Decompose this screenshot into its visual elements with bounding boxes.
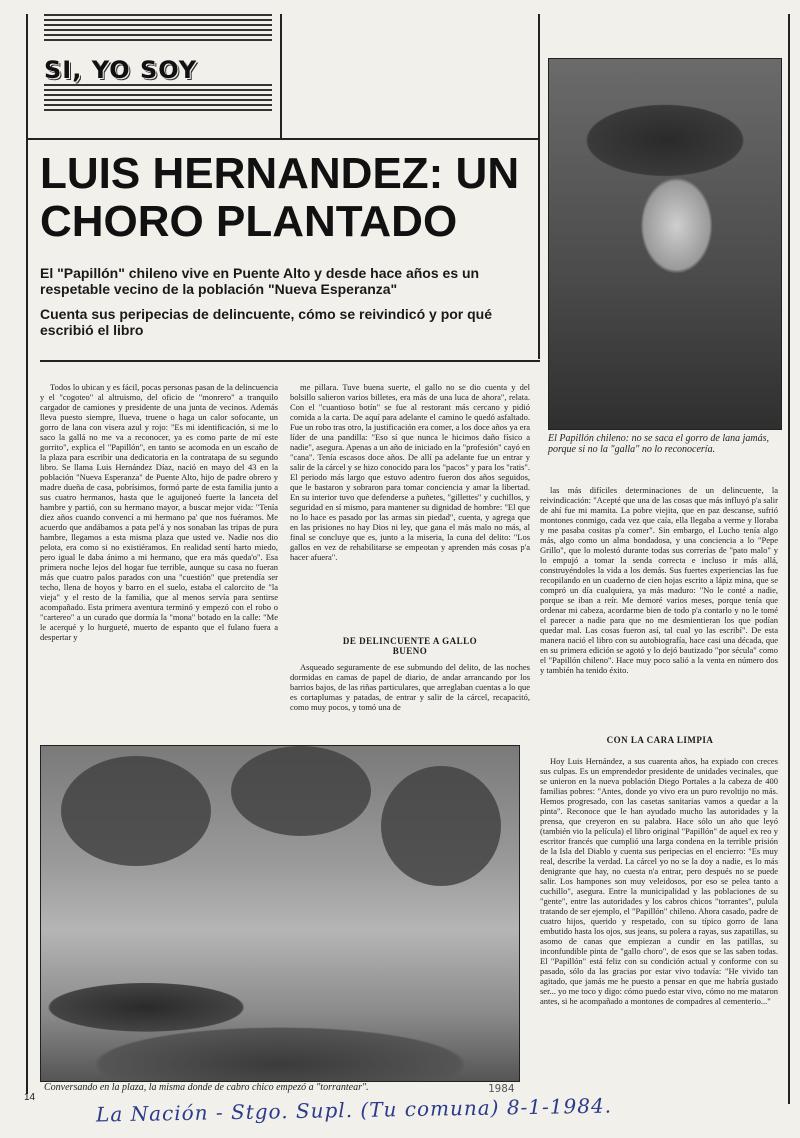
portrait-photo <box>548 58 782 430</box>
deck-bottom-rule <box>40 360 540 362</box>
right-rule <box>788 14 790 1104</box>
section-stripes-top <box>44 14 272 44</box>
headline-top-rule <box>26 138 538 140</box>
page-number: 14 <box>24 1092 36 1103</box>
subhead-cara-limpia: CON LA CARA LIMPIA <box>606 735 714 745</box>
column-3-text: las más difíciles determinaciones de un delincuente, la reivindicación: "Acepté que una de las cosas que más influyó p'a salir de ahí fue mi mamita. La pobre viejita, que en paz descanse, sufrió montones conmigo, cada vez que caía, ella llegaba a verme y lloraba y me pasaba cositas p'a comer". Sin embargo, el Lucho tenía algo más, algo como un alma bondadosa, y una conciencia a lo "Pepe Grillo", que lo molestó durante todas sus correrías de "pato malo" y lo empujó a tomar la senda correcta e incluso ir más allá, construyéndoles la vida a los demás. Sus fuertes experiencias las fue recopilando en un cuaderno de cien hojas escrito a lápiz mina, que se compró un día cualquiera, ya más maduro: "No le conté a nadie, porque se iban a reír. Me demoré varios meses, porque tenía que ordenar mi cabeza, acordarme bien de todo p'a contarlo y no le tomé el parecer a nadie para que no me desmientieran los que podían quedar mal. Las cosas fueron así, tal cual yo las escribí". De esta manera nació el libro con su autobiografía, hace casi una década, que en su primera edición se agotó y lo dejó bautizado "por sécula" como el "Papillón chileno". Hace muy poco salió a la venta en número dos y también ha tenido éxito. <box>540 485 778 675</box>
tree-shape <box>231 746 371 836</box>
column-2b-text: Asqueado seguramente de ese submundo del delito, de las noches dormidas en camas de papel de diario, de andar arrancando por los barrios bajos, de las riñas particulares, que arreglaban cuentas a lo que es cortaplumas y patadas, de entrar y salir de la cárcel, recapacitó, como muy pocos, y tomó una de <box>290 662 530 712</box>
subhead-gallo-bueno: DE DELINCUENTE A GALLO BUENO <box>342 636 478 656</box>
column-2-text: me pillara. Tuve buena suerte, el gallo no se dio cuenta y del bolsillo salieron varios billetes, era más de una luca de ahora", relata. Con el "cuantioso botín" se fue al restorant más cercano y pidió comida a la carta. De aquí para adelante el camino le quedó asfaltado. Fue un robo tras otro, la justificación era comer, a los doce años ya era líder de una pandilla: "Eso sí que nunca le hicimos daño físico a nadie", asegura. Apenas a un año de iniciado en la "profesión" cayó en "cana". Tenía escasos doce años. De allí pa adelante fue un entrar y salir de la cárcel y se hizo conocido para los "pacos" y para los "ratis". El periodo más largo que estuvo adentro fueron dos años seguidos, que le bastaron y sobraron para tomar conciencia y amar la libertad. En su interior tuvo que defenderse a puñetes, "gillettes" y cuchillos, y seguridad en sí mismo, para mantener su dignidad de hombre: "El que no lo hace es pasado por las armas sin piedad", cuenta, y agrega que en las prisiones no hay Dios ni ley, que gana el más malo no más, al final se concluye que es, junto a la miseria, la cuna del delito: "Los gallos en vez de rehabilitarse se empeotan y aprenden más cosas p'a hacer afuera". <box>290 382 530 562</box>
column-1-text: Todos lo ubican y es fácil, pocas personas pasan de la delincuencia y el "cogoteo" al altruismo, del oficio de "monrero" a tranquilo cargador de camiones y presidente de una junta de vecinos. Además lleva puesto siempre, llueva, truene o haga un calor sofocante, un gorro de lana con visera azul y rojo: "Es mi identificación, si me lo saco la gallá no me va a reconocer, ya es como parte de mí este gorrito", explica el "Papillón", en tanto se acomoda en un escaño de la plaza para escribir una dedicatoria en la contratapa de su segundo libro. Se llama Luis Hernández Díaz, nació en mayo del 43 en la población "Nueva Esperanza" de Puente Alto, hijo de padre obrero y madre dueña de casa, pobrísimos, formó parte de esta familia junto a sus cuatro hermanos, hasta que le aguijoneó fuerte la lanceta del hambre y partió, con su hermano mayor, a buscar mejor vida: "Tenía diez años cuando convencí a mi hermano pa' que nos fuéramos. Me acuerdo que andábamos a pata pel'á y nos sonaban las tripas de pura hambre, llegamos a esta misma plaza que usted ve. Nadie nos dio pelota, era como si no existiéramos. En realidad sentí harto miedo, pero igual le daba ánimo a mi hermano, que era más queda'o". Esa primera noche lejos del hogar fue terrible, aunque su casa no fueran más que cuatro palos parados con una "cuestión" que pretendía ser techo, llena de hoyos y barro en el suelo, estaba el calorcito de "la vieja" y el resto de la familia, que al menos servía para sentirse acompañado. Esta primera aventura terminó y empezó con el robo o "cartereo" a un curado que dormía la "mona" botado en la calle: "Me le acerqué y lo hurgueté, muerto de espanto que el fulano fuera a despertar y <box>40 382 278 642</box>
column-3b-text: Hoy Luis Hernández, a sus cuarenta años, ha expiado con creces sus culpas. Es un emprendedor presidente de unidades vecinales, que se unieron en la nueva población Diego Portales a la cabeza de 400 familias pobres: "Antes, donde yo vivo era un puro revoltijo no más. Hemos progresado, con las casetas sanitarias vamos a quedar a la pinta". Reconoce que le han ayudado mucho las autoridades y la prensa, que creyeron en su palabra. Hace sólo un año que leyó (también vio la película) el libro original "Papillón" de aquel ex reo y escritor francés que cumplió una larga condena en la terrible prisión de la Isla del Diablo y cuenta sus peripecias en el encierro: "Es muy real, describe la verdad. La cárcel yo no se la doy a nadie, es lo más denigrante que hay, no cuesta n'a entrar, pero después no se puede salir. Los hampones son muy veleidosos, por eso se pelea tanto a cuchillo", asegura. Entre la municipalidad y las poblaciones de su "gente", entre las autoridades y los cabros chicos "torrantes", pulula tratando de ser ejemplo, el "Papillón" chileno. Ahora casado, padre de cuatro hijos, querido y respetado, con su típico gorro de lana embutido hasta los ojos, sus jeans, su polera a rayas, sus zapatillas, su asomo de canas que empiezan a cundir en las patillas, su inconfundible pinta de "gallo choro", de esos que se las saben todas. El "Papillón" está feliz con su condición actual y conforme con su pasado, sólo da las gracias por estar vivo todavía: "He vivido tan agitado, que jamás me he puesto a pensar en que me habría gustado ser... yo me toco y digo: cómo puedo estar vivo, cómo no me mataron antes, si he acompañado a montones de compadres al cementerio..." <box>540 756 778 1006</box>
article-column-1 <box>40 382 278 738</box>
tree-shape <box>61 756 211 866</box>
plaza-caption: Conversando en la plaza, la misma donde de cabro chico empezó a "torrantear". <box>44 1082 369 1093</box>
tree-shape <box>381 766 501 886</box>
headline: LUIS HERNANDEZ: UN CHORO PLANTADO <box>40 149 520 246</box>
article-column-2 <box>290 382 530 630</box>
header-right-rule <box>280 14 282 139</box>
left-rule <box>26 14 28 1094</box>
handwritten-source-note: La Nación - Stgo. Supl. (Tu comuna) 8-1-1984. <box>95 1093 613 1127</box>
section-header: SI, YO SOY <box>44 56 198 84</box>
article-column-3b <box>540 756 778 1086</box>
deck-1: El "Papillón" chileno vive en Puente Alto y desde hace años es un respetable vecino de la población "Nueva Esperanza" <box>40 265 480 297</box>
article-column-2b <box>290 662 530 736</box>
section-stripes-bottom <box>44 84 272 114</box>
plaza-photo <box>40 745 520 1082</box>
portrait-caption: El Papillón chileno: no se saca el gorro de lana jamás, porque si no la "galla" no lo reconocería. <box>548 433 769 455</box>
article-column-3 <box>540 485 778 728</box>
year-stamp: 1984 <box>488 1082 515 1095</box>
deck-2: Cuenta sus peripecias de delincuente, cómo se reivindicó y por qué escribió el libro <box>40 306 493 338</box>
